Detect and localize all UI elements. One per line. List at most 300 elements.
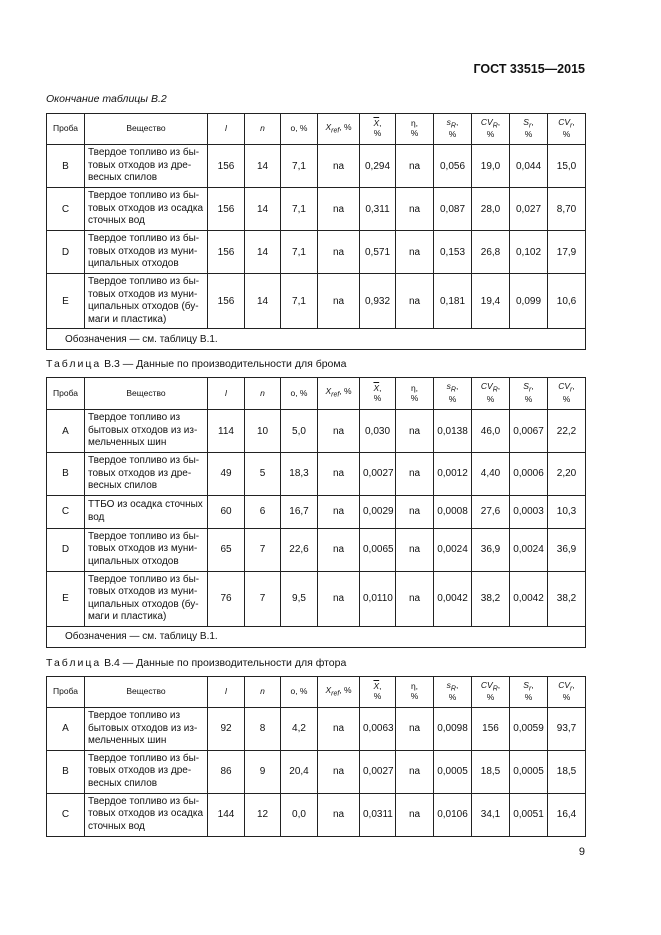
col-eta (396, 677, 434, 708)
cell-sample: E (47, 274, 85, 329)
cell-cv-r: 19,4 (472, 274, 510, 329)
col-x-bar (360, 677, 396, 708)
table-b3 (46, 377, 586, 648)
cell-s-small: 0,102 (510, 231, 548, 274)
substance-line: товых отходов из муни- (88, 245, 198, 257)
cell-eta: na (396, 750, 434, 793)
cell-substance (85, 495, 208, 528)
cell-eta: na (396, 231, 434, 274)
col-cv-r (472, 114, 510, 145)
table-b2 (46, 113, 586, 350)
cell-s-r: 0,153 (434, 231, 472, 274)
cell-substance (85, 571, 208, 626)
substance-line: ципальных отходов (88, 258, 179, 270)
cell-eta: na (396, 453, 434, 496)
col-substance (85, 114, 208, 145)
col-s-r (434, 114, 472, 145)
col-cv-small-text: % (562, 129, 571, 140)
substance-line: Твердое топливо из бы- (88, 190, 200, 202)
col-cv-small (548, 677, 586, 708)
col-s-small-text: S (523, 679, 529, 690)
cell-o: 9,5 (281, 571, 318, 626)
col-sample-text: Проба (53, 686, 78, 697)
table-row (47, 188, 586, 231)
col-x-bar-text: % (373, 128, 382, 138)
table-b4-caption-text: В.4 — Данные по производительности для фтора (101, 657, 347, 669)
cell-cv-small: 10,6 (548, 274, 586, 329)
cell-s-small: 0,0059 (510, 708, 548, 751)
col-x-ref (318, 114, 360, 145)
cell-s-small: 0,0024 (510, 528, 548, 571)
col-s-r-text: % (448, 393, 457, 404)
cell-sample: B (47, 145, 85, 188)
substance-line: товых отходов из муни- (88, 288, 198, 300)
col-s-small-text: S (523, 116, 529, 127)
document-code: ГОСТ 33515—2015 (473, 62, 585, 76)
cell-o: 18,3 (281, 453, 318, 496)
col-cv-r-text: , (497, 679, 501, 690)
col-cv-small-text: CV (558, 116, 571, 127)
col-substance-text: Вещество (126, 123, 166, 134)
cell-cv-small: 18,5 (548, 750, 586, 793)
notes-row (47, 329, 586, 350)
substance-line: Твердое топливо из (88, 412, 181, 424)
col-s-r-text: s (446, 679, 451, 690)
cell-x-ref: na (318, 231, 360, 274)
table-row (47, 145, 586, 188)
col-l-text: l (225, 123, 227, 134)
col-x-bar-text: , (379, 118, 382, 129)
col-cv-r-text: % (486, 692, 495, 703)
cell-x-bar: 0,0027 (360, 750, 396, 793)
col-o (281, 114, 318, 145)
cell-cv-small: 36,9 (548, 528, 586, 571)
cell-n: 5 (245, 453, 281, 496)
cell-cv-r: 26,8 (472, 231, 510, 274)
substance-line: товых отходов из дре- (88, 159, 192, 171)
cell-l: 156 (208, 231, 245, 274)
cell-n: 14 (245, 231, 281, 274)
cell-cv-r: 18,5 (472, 750, 510, 793)
table-header-row (47, 114, 586, 145)
cell-x-bar: 0,294 (360, 145, 396, 188)
cell-x-ref: na (318, 708, 360, 751)
col-cv-r (472, 677, 510, 708)
col-s-r-text: s (446, 116, 451, 127)
col-x-ref (318, 378, 360, 410)
cell-eta: na (396, 188, 434, 231)
col-cv-small-text: , (572, 381, 575, 392)
cell-eta: na (396, 571, 434, 626)
cell-s-r: 0,0042 (434, 571, 472, 626)
cell-substance (85, 274, 208, 329)
col-s-r-text: , (455, 116, 459, 127)
col-cv-r-text: CV (480, 679, 493, 690)
col-o (281, 677, 318, 708)
cell-o: 16,7 (281, 495, 318, 528)
table-b4 (46, 676, 586, 837)
col-s-small-text: , (531, 381, 534, 392)
col-s-small-sub: r (528, 386, 532, 394)
col-x-bar-text: $\overline{X}$ (373, 382, 380, 393)
cell-l: 92 (208, 708, 245, 751)
cell-s-small: 0,0051 (510, 793, 548, 836)
substance-line: сточных вод (88, 215, 145, 227)
substance-line: Твердое топливо из бы- (88, 573, 200, 585)
col-l-text: l (225, 686, 227, 697)
cell-n: 7 (245, 571, 281, 626)
table-b4-caption-label: Таблица (46, 657, 102, 669)
cell-eta: na (396, 145, 434, 188)
substance-line: Твердое топливо из бы- (88, 233, 200, 245)
col-x-ref-text: X (325, 121, 332, 132)
col-substance-text: Вещество (126, 686, 166, 697)
cell-s-r: 0,0138 (434, 410, 472, 453)
col-cv-small-text: , (572, 116, 575, 127)
cell-s-r: 0,0098 (434, 708, 472, 751)
cell-s-r: 0,056 (434, 145, 472, 188)
col-cv-small-text: % (562, 393, 571, 404)
col-x-bar-text: % (373, 392, 382, 403)
col-cv-small (548, 114, 586, 145)
cell-o: 22,6 (281, 528, 318, 571)
cell-eta: na (396, 410, 434, 453)
substance-line: товых отходов из муни- (88, 543, 198, 555)
table-b3-caption-label: Таблица (46, 358, 102, 370)
col-cv-r (472, 378, 510, 410)
table-notes: Обозначения — см. таблицу В.1. (47, 626, 586, 647)
col-x-ref-sub: ref (331, 690, 340, 698)
substance-line: ципальных отходов (88, 555, 179, 567)
col-cv-r-text: % (486, 393, 495, 404)
cell-eta: na (396, 708, 434, 751)
cell-sample: D (47, 231, 85, 274)
cell-o: 5,0 (281, 410, 318, 453)
cell-sample: C (47, 188, 85, 231)
table-row (47, 793, 586, 836)
cell-x-bar: 0,0065 (360, 528, 396, 571)
col-cv-r-sub: R (492, 386, 498, 394)
col-eta-text: η (410, 681, 416, 692)
substance-line: весных спилов (88, 777, 158, 789)
col-o-text: о, % (290, 387, 308, 398)
cell-x-ref: na (318, 410, 360, 453)
substance-line: мельченных шин (88, 735, 167, 746)
cell-cv-small: 2,20 (548, 453, 586, 496)
cell-cv-r: 4,40 (472, 453, 510, 496)
col-x-ref-text: , % (339, 386, 352, 397)
col-s-small-sub: r (528, 685, 532, 693)
cell-cv-r: 46,0 (472, 410, 510, 453)
col-s-small-text: , (531, 679, 534, 690)
cell-n: 14 (245, 274, 281, 329)
col-x-ref-text: X (325, 386, 332, 397)
cell-cv-r: 19,0 (472, 145, 510, 188)
col-cv-small-text: % (562, 692, 571, 703)
cell-s-r: 0,0012 (434, 453, 472, 496)
cell-l: 144 (208, 793, 245, 836)
substance-line: товых отходов из дре- (88, 467, 192, 479)
cell-s-small: 0,0067 (510, 410, 548, 453)
notes-row (47, 626, 586, 647)
cell-x-ref: na (318, 188, 360, 231)
cell-n: 12 (245, 793, 281, 836)
cell-x-bar: 0,0063 (360, 708, 396, 751)
col-sample (47, 677, 85, 708)
cell-n: 6 (245, 495, 281, 528)
cell-substance (85, 410, 208, 453)
table-row (47, 571, 586, 626)
substance-line: Твердое топливо из бы- (88, 455, 200, 466)
cell-o: 4,2 (281, 708, 318, 751)
cell-s-small: 0,099 (510, 274, 548, 329)
substance-line: вод (88, 511, 105, 523)
col-o-text: о, % (290, 123, 308, 134)
cell-o: 7,1 (281, 274, 318, 329)
cell-substance (85, 793, 208, 836)
col-s-r-text: s (446, 381, 451, 392)
cell-eta: na (396, 793, 434, 836)
cell-x-ref: na (318, 528, 360, 571)
cell-eta: na (396, 274, 434, 329)
cell-x-bar: 0,932 (360, 274, 396, 329)
col-cv-small-sub: r (570, 122, 573, 130)
cell-l: 60 (208, 495, 245, 528)
col-x-ref-sub: ref (331, 391, 340, 399)
substance-line: весных спилов (88, 480, 158, 491)
cell-substance (85, 708, 208, 751)
cell-substance (85, 145, 208, 188)
col-x-ref (318, 677, 360, 708)
cell-sample: B (47, 750, 85, 793)
cell-s-small: 0,0006 (510, 453, 548, 496)
col-cv-r-sub: R (492, 122, 498, 130)
col-o (281, 378, 318, 410)
cell-x-ref: na (318, 453, 360, 496)
cell-cv-small: 22,2 (548, 410, 586, 453)
cell-l: 76 (208, 571, 245, 626)
col-x-bar-text: $\overline{X}$ (373, 681, 380, 692)
col-s-r-text: % (448, 129, 457, 140)
cell-n: 8 (245, 708, 281, 751)
cell-substance (85, 188, 208, 231)
col-x-ref-sub: ref (331, 127, 340, 135)
col-cv-r-text: CV (480, 116, 493, 127)
table-row (47, 708, 586, 751)
col-x-ref-text: , % (339, 121, 352, 132)
col-x-bar-text: , (379, 382, 382, 393)
col-substance-text: Вещество (126, 387, 166, 398)
cell-sample: C (47, 793, 85, 836)
col-l (208, 114, 245, 145)
cell-eta: na (396, 528, 434, 571)
col-s-r (434, 677, 472, 708)
table-b3-caption-text: В.3 — Данные по производительности для брома (101, 358, 347, 370)
cell-cv-small: 38,2 (548, 571, 586, 626)
table-row (47, 528, 586, 571)
substance-line: ципальных отходов (бу- (88, 301, 199, 312)
col-x-bar (360, 114, 396, 145)
substance-line: бытовых отходов из из- (88, 722, 198, 734)
cell-sample: A (47, 708, 85, 751)
substance-line: товых отходов из осадка (88, 202, 204, 214)
cell-o: 7,1 (281, 188, 318, 231)
table-b2-caption: Окончание таблицы В.2 (46, 93, 167, 105)
col-s-small-sub: r (528, 122, 532, 130)
cell-s-r: 0,087 (434, 188, 472, 231)
col-s-small (510, 114, 548, 145)
col-s-small-text: % (524, 692, 533, 703)
col-l-text: l (225, 387, 227, 398)
cell-substance (85, 528, 208, 571)
col-eta-text: , (415, 118, 419, 129)
col-x-bar-text: , (379, 681, 382, 692)
cell-sample: B (47, 453, 85, 496)
col-sample-text: Проба (53, 387, 78, 398)
col-s-small-text: S (523, 381, 529, 392)
cell-sample: E (47, 571, 85, 626)
cell-l: 49 (208, 453, 245, 496)
cell-n: 9 (245, 750, 281, 793)
col-eta-text: % (410, 392, 419, 403)
cell-o: 0,0 (281, 793, 318, 836)
cell-x-ref: na (318, 274, 360, 329)
col-s-r-text: , (455, 679, 459, 690)
col-eta-text: , (415, 681, 419, 692)
table-row (47, 231, 586, 274)
cell-cv-small: 15,0 (548, 145, 586, 188)
cell-sample: A (47, 410, 85, 453)
col-eta-text: η (410, 118, 416, 129)
cell-substance (85, 750, 208, 793)
cell-o: 20,4 (281, 750, 318, 793)
cell-cv-small: 10,3 (548, 495, 586, 528)
cell-x-bar: 0,0110 (360, 571, 396, 626)
cell-eta: na (396, 495, 434, 528)
col-x-bar-text: $\overline{X}$ (373, 118, 380, 129)
table-b4-caption (46, 657, 346, 669)
cell-l: 156 (208, 188, 245, 231)
col-substance (85, 677, 208, 708)
col-s-small-text: % (524, 393, 533, 404)
table-header-row (47, 378, 586, 410)
col-eta-text: % (410, 128, 419, 138)
cell-s-small: 0,044 (510, 145, 548, 188)
cell-l: 65 (208, 528, 245, 571)
col-n-text: n (260, 686, 265, 697)
cell-x-bar: 0,0029 (360, 495, 396, 528)
col-eta (396, 378, 434, 410)
col-x-ref-text: , % (339, 684, 352, 695)
col-n (245, 378, 281, 410)
cell-x-bar: 0,571 (360, 231, 396, 274)
col-cv-r-text: % (486, 129, 495, 140)
cell-n: 14 (245, 145, 281, 188)
cell-s-small: 0,0042 (510, 571, 548, 626)
cell-sample: D (47, 528, 85, 571)
col-substance (85, 378, 208, 410)
col-sample (47, 378, 85, 410)
substance-line: товых отходов из муни- (88, 586, 198, 597)
cell-x-ref: na (318, 750, 360, 793)
col-o-text: о, % (290, 686, 308, 697)
col-n (245, 677, 281, 708)
table-notes: Обозначения — см. таблицу В.1. (47, 329, 586, 350)
cell-l: 114 (208, 410, 245, 453)
col-eta-text: η (410, 382, 416, 393)
substance-line: Твердое топливо из бы- (88, 276, 200, 287)
substance-line: сточных вод (88, 820, 145, 832)
col-s-small (510, 378, 548, 410)
col-sample (47, 114, 85, 145)
col-x-bar-text: % (373, 691, 382, 701)
cell-cv-small: 93,7 (548, 708, 586, 751)
col-n-text: n (260, 123, 265, 134)
col-s-small-text: , (531, 116, 534, 127)
col-cv-r-text: , (497, 116, 501, 127)
col-x-bar (360, 378, 396, 410)
cell-cv-r: 36,9 (472, 528, 510, 571)
page-number: 9 (578, 846, 585, 858)
cell-s-r: 0,0005 (434, 750, 472, 793)
substance-line: товых отходов из осадка (88, 808, 204, 820)
cell-substance (85, 231, 208, 274)
cell-l: 156 (208, 274, 245, 329)
table-b3-caption (46, 358, 346, 370)
col-s-r-sub: R (450, 685, 456, 693)
table-row (47, 495, 586, 528)
col-cv-r-sub: R (492, 685, 498, 693)
col-cv-r-text: CV (480, 381, 493, 392)
cell-cv-r: 156 (472, 708, 510, 751)
substance-line: Твердое топливо из бы- (88, 147, 200, 159)
cell-cv-r: 27,6 (472, 495, 510, 528)
cell-cv-small: 17,9 (548, 231, 586, 274)
col-n (245, 114, 281, 145)
cell-x-ref: na (318, 793, 360, 836)
col-sample-text: Проба (53, 123, 78, 134)
table-row (47, 274, 586, 329)
cell-cv-r: 34,1 (472, 793, 510, 836)
col-s-r (434, 378, 472, 410)
cell-x-bar: 0,030 (360, 410, 396, 453)
substance-line: мельченных шин (88, 437, 167, 449)
table-row (47, 410, 586, 453)
cell-x-ref: na (318, 145, 360, 188)
table-row (47, 453, 586, 496)
cell-s-small: 0,0003 (510, 495, 548, 528)
cell-s-r: 0,0008 (434, 495, 472, 528)
col-l (208, 378, 245, 410)
col-cv-small-text: CV (558, 679, 571, 690)
cell-s-small: 0,027 (510, 188, 548, 231)
cell-o: 7,1 (281, 231, 318, 274)
substance-line: Твердое топливо из (88, 710, 181, 721)
cell-x-bar: 0,0311 (360, 793, 396, 836)
cell-x-bar: 0,311 (360, 188, 396, 231)
substance-line: Твердое топливо из бы- (88, 752, 200, 764)
substance-line: Твердое топливо из бы- (88, 530, 200, 542)
cell-s-r: 0,181 (434, 274, 472, 329)
cell-cv-small: 8,70 (548, 188, 586, 231)
col-eta (396, 114, 434, 145)
col-eta-text: % (410, 691, 419, 701)
cell-cv-r: 28,0 (472, 188, 510, 231)
substance-line: бытовых отходов из из- (88, 424, 198, 436)
col-s-small (510, 677, 548, 708)
cell-cv-small: 16,4 (548, 793, 586, 836)
col-cv-small-text: , (572, 679, 575, 690)
